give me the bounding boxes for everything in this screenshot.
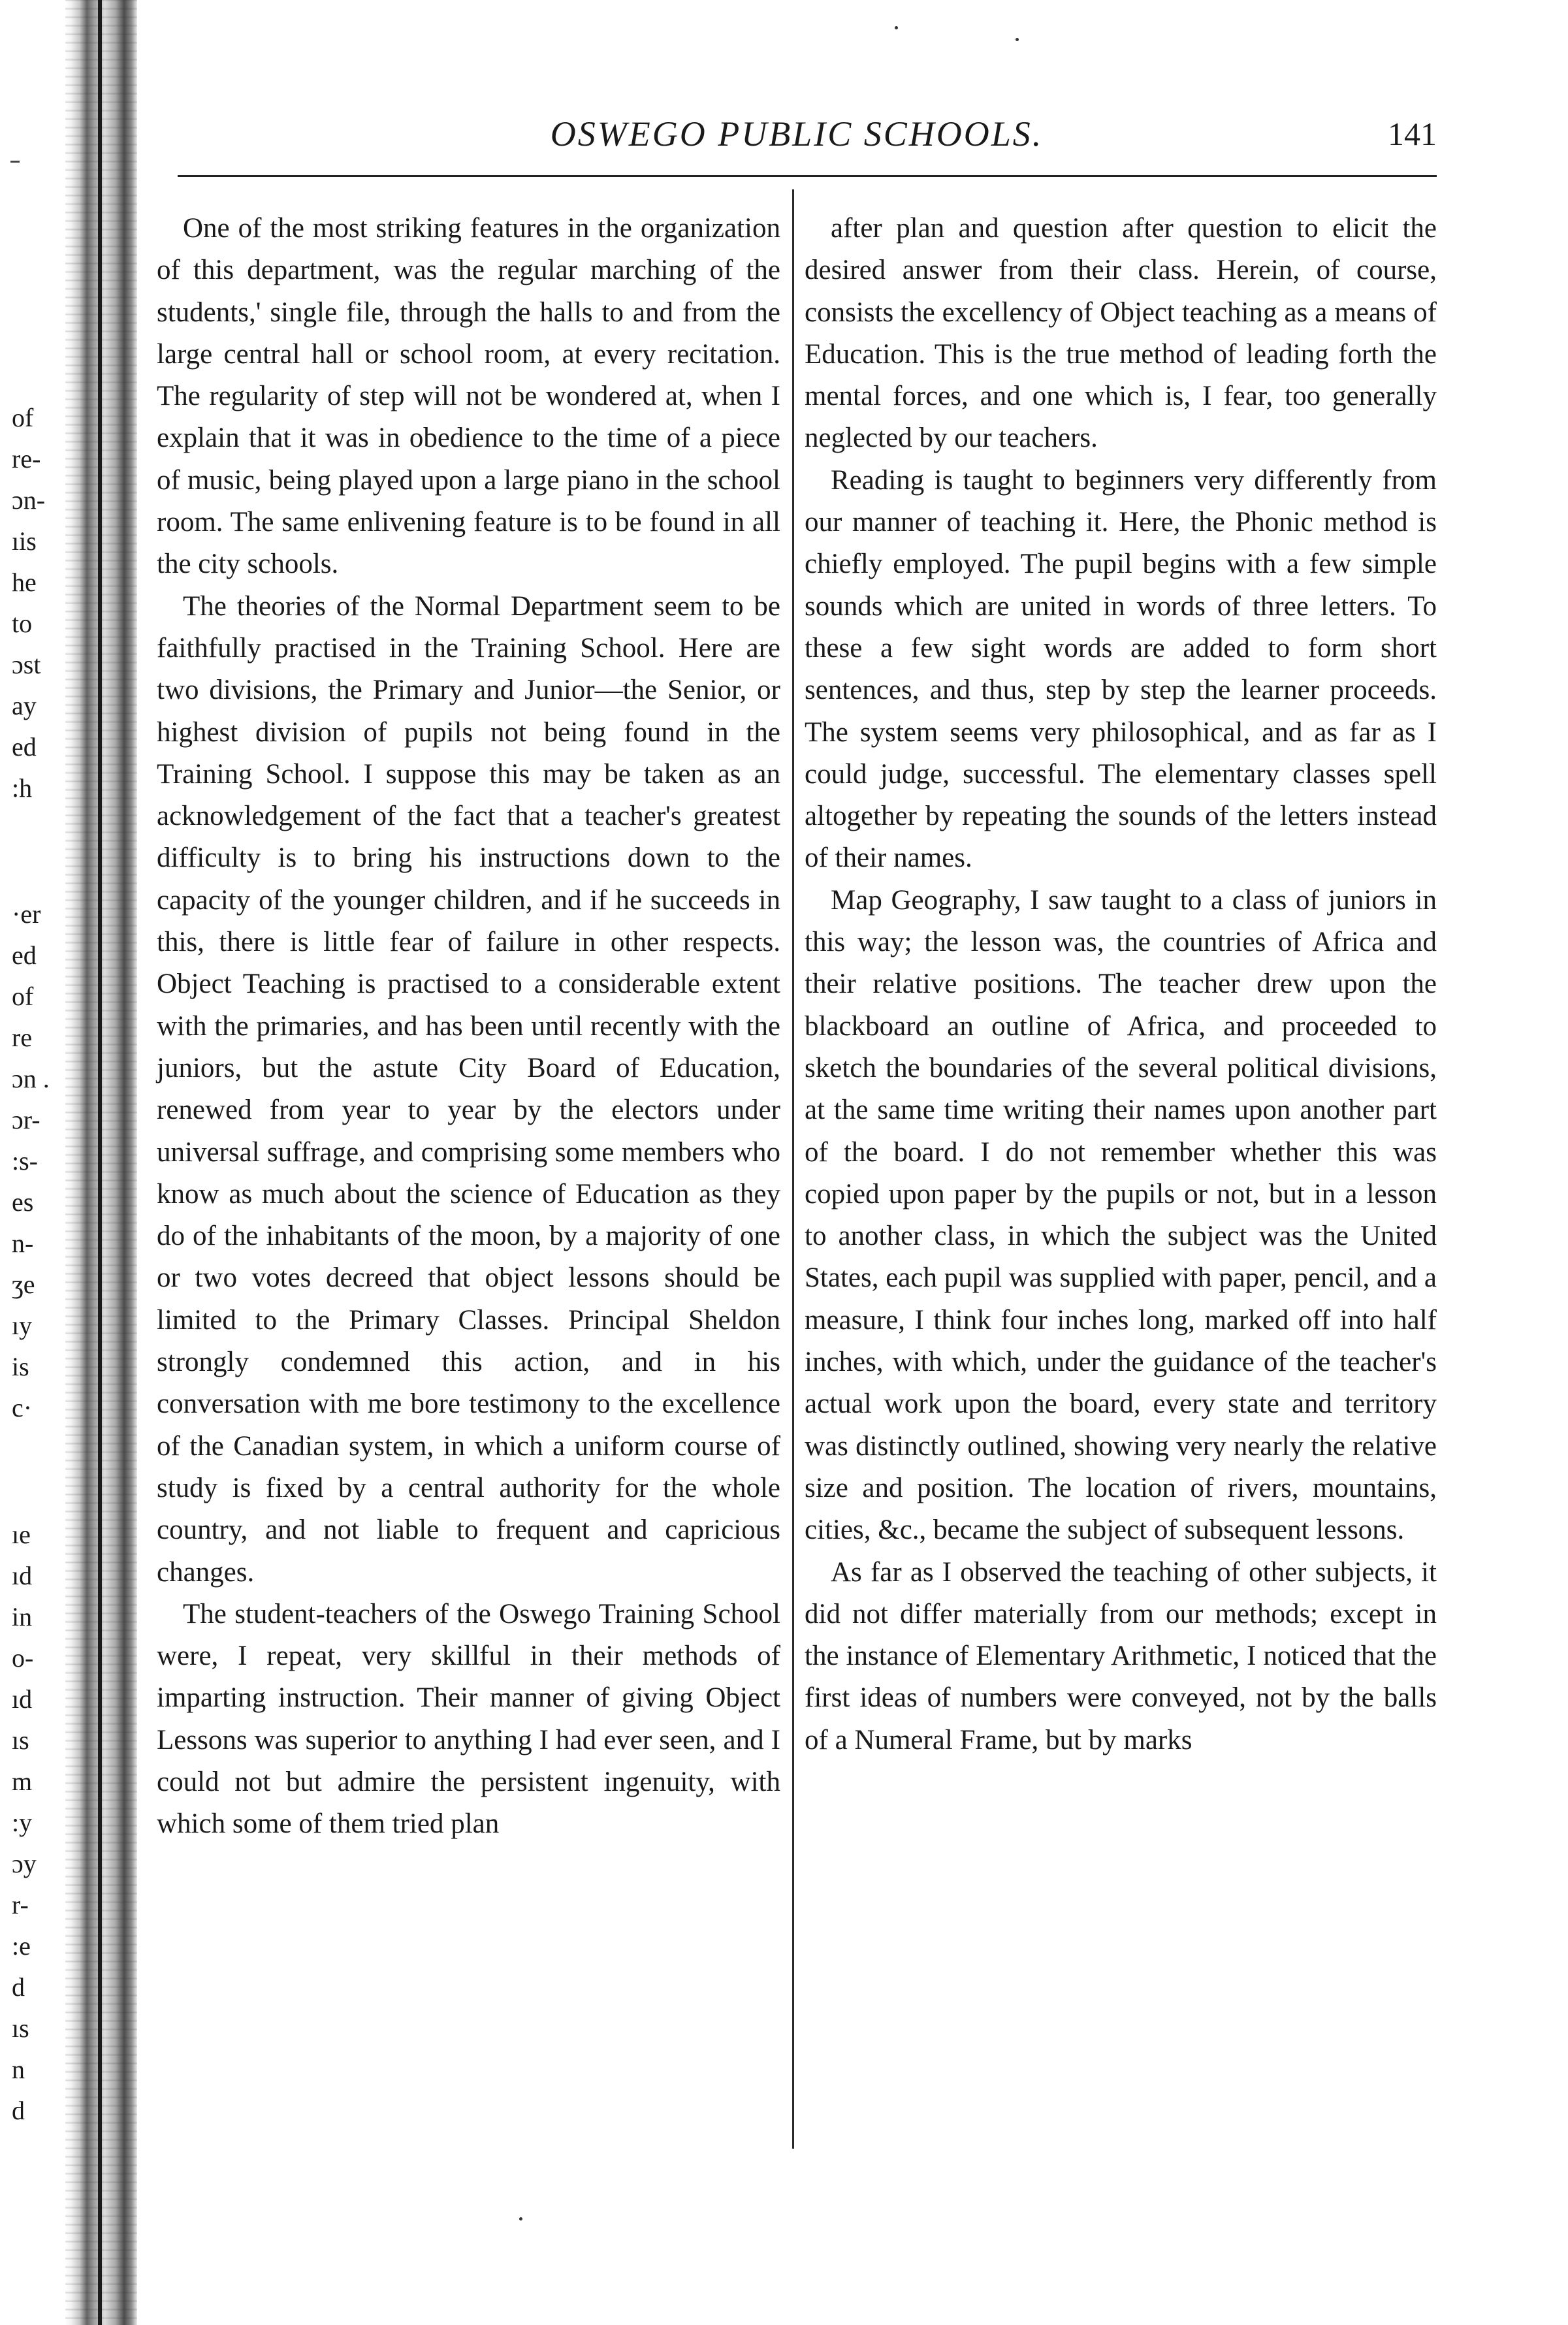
- facing-fragment: c·: [12, 1393, 33, 1422]
- facing-fragment: ɔr-: [12, 1105, 40, 1134]
- facing-fragment: r-: [12, 1890, 29, 1919]
- header-rule: [178, 175, 1437, 177]
- print-speck: [895, 26, 898, 29]
- page-number: 141: [1388, 116, 1437, 152]
- text-column-right: [805, 208, 1437, 1761]
- facing-fragment: n: [12, 2055, 25, 2084]
- facing-fragment: ʒe: [12, 1270, 35, 1299]
- facing-fragment: es: [12, 1187, 34, 1217]
- facing-fragment: d: [12, 1972, 25, 2002]
- facing-fragment: ·er: [12, 899, 41, 929]
- print-speck: [1016, 38, 1019, 41]
- paragraph: Map Geography, I saw taught to a class of juniors in this way; the lesson was, the countries of Africa and their relative positions. The teacher drew upon the blackboard an outline of Africa, and proceeded to sketch the boundaries of the several political divisions, at the same time writing their names upon another part of the board. I do not remember whether this was copied upon paper by the pupils or not, but in a lesson to another class, in which the subject was the United States, each pupil was supplied with paper, pencil, and a measure, I think four inches long, marked off into half inches, with which, under the guidance of the teacher's actual work upon the board, every state and territory was distinctly outlined, showing very nearly the relative size and position. The location of rivers, mountains, cities, &c., became the subject of subsequent lessons.: [805, 884, 1437, 1546]
- facing-fragment: ɔn .: [12, 1064, 50, 1093]
- running-head-title: OSWEGO PUBLIC SCHOOLS.: [550, 114, 1044, 153]
- facing-fragment: n-: [12, 1228, 34, 1258]
- paragraph: The theories of the Normal Department seem to be faithfully practised in the Training School. Here are two divisions, the Primary and Junior—the Senior, or highest division of pupils not being found in the Training School. I suppose this may be taken as an acknowledgement of the fact that a teacher's greatest difficulty is to bring his instructions down to the capacity of the younger children, and if he succeeds in this, there is little fear of failure in other respects. Object Teaching is practised to a considerable extent with the primaries, and has been until recently with the juniors, but the astute City Board of Education, renewed from year to year by the electors under universal suffrage, and comprising some members who know as much about the science of Education as they do of the inhabitants of the moon, by a majority of one or two votes decreed that object lessons should be limited to the Primary Classes. Principal Sheldon strongly condemned this action, and in his conversation with me bore testimony to the excellence of the Canadian system, in which a uniform course of study is fixed by a central authority for the whole country, and not liable to frequent and capricious changes.: [157, 590, 780, 1588]
- paragraph: As far as I observed the teaching of other subjects, it did not differ materially from our methods; except in the instance of Elementary Arithmetic, I noticed that the first ideas of numbers were conveyed, not by the balls of a Numeral Frame, but by marks: [805, 1556, 1437, 1756]
- facing-fragment: m: [12, 1767, 33, 1796]
- paragraph: Reading is taught to beginners very differently from our manner of teaching it. Here, the Phonic method is chiefly employed. The pupil begins with a few simple sounds which are united in words of three letters. To these a few sight words are added to form short sentences, and thus, step by step the learner proceeds. The system seems very philosophical, and as far as I could judge, successful. The elementary classes spell altogether by repeating the sounds of the letters instead of their names.: [805, 464, 1437, 874]
- facing-fragment: of: [12, 982, 34, 1011]
- facing-fragment: ɔy: [12, 1849, 37, 1878]
- text-column-left: [157, 208, 780, 1846]
- facing-fragment: ıs: [12, 1725, 29, 1755]
- facing-fragment: ed: [12, 732, 37, 762]
- paragraph: One of the most striking features in the organization of this department, was the regular marching of the students,' single file, through the halls to and from the large central hall or school room, at every recitation. The regularity of step will not be wondered at, when I explain that it was in obedience to the time of a piece of music, being played upon a large piano in the school room. The same enlivening feature is to be found in all the city schools.: [157, 213, 780, 580]
- running-head: [157, 110, 1437, 162]
- facing-fragment: re: [12, 1023, 33, 1052]
- print-speck: [519, 2217, 522, 2221]
- facing-fragment: is: [12, 1352, 29, 1381]
- facing-fragment: ed: [12, 940, 37, 970]
- facing-fragment: :s-: [12, 1146, 38, 1176]
- facing-fragment: ıd: [12, 1684, 33, 1714]
- facing-fragment: of: [12, 403, 34, 432]
- facing-fragment: ıe: [12, 1520, 31, 1549]
- margin-dash: [10, 161, 20, 163]
- facing-fragment: he: [12, 568, 37, 597]
- facing-fragment: re-: [12, 444, 41, 473]
- paragraph: after plan and question after question to elicit the desired answer from their class. Herein, of course, consists the excellency of Object teaching as a means of Education. This is the true method of leading forth the mental forces, and one which is, I fear, too generally neglected by our teachers.: [805, 213, 1437, 454]
- paragraph: The student-teachers of the Oswego Training School were, I repeat, very skillful in their methods of imparting instruction. Their manner of giving Object Lessons was superior to anything I had ever seen, and I could not but admire the persistent ingenuity, with which some of them tried plan: [157, 1598, 780, 1840]
- facing-fragment: :e: [12, 1931, 31, 1961]
- gutter-edge-line: [98, 0, 102, 2325]
- facing-fragment: ɔn-: [12, 485, 46, 515]
- facing-fragment: :h: [12, 773, 33, 803]
- facing-fragment: ıd: [12, 1561, 33, 1590]
- facing-fragment: d: [12, 2096, 25, 2125]
- facing-page-fragments: [7, 0, 65, 2325]
- facing-fragment: ıs: [12, 2013, 29, 2043]
- facing-fragment: in: [12, 1602, 33, 1631]
- facing-fragment: ɔst: [12, 650, 41, 679]
- facing-fragment: to: [12, 609, 33, 638]
- facing-fragment: ıy: [12, 1311, 33, 1340]
- facing-fragment: ıis: [12, 526, 37, 556]
- facing-fragment: :y: [12, 1808, 33, 1837]
- column-divider: [792, 189, 794, 2149]
- facing-fragment: ay: [12, 691, 37, 720]
- facing-fragment: o-: [12, 1643, 34, 1673]
